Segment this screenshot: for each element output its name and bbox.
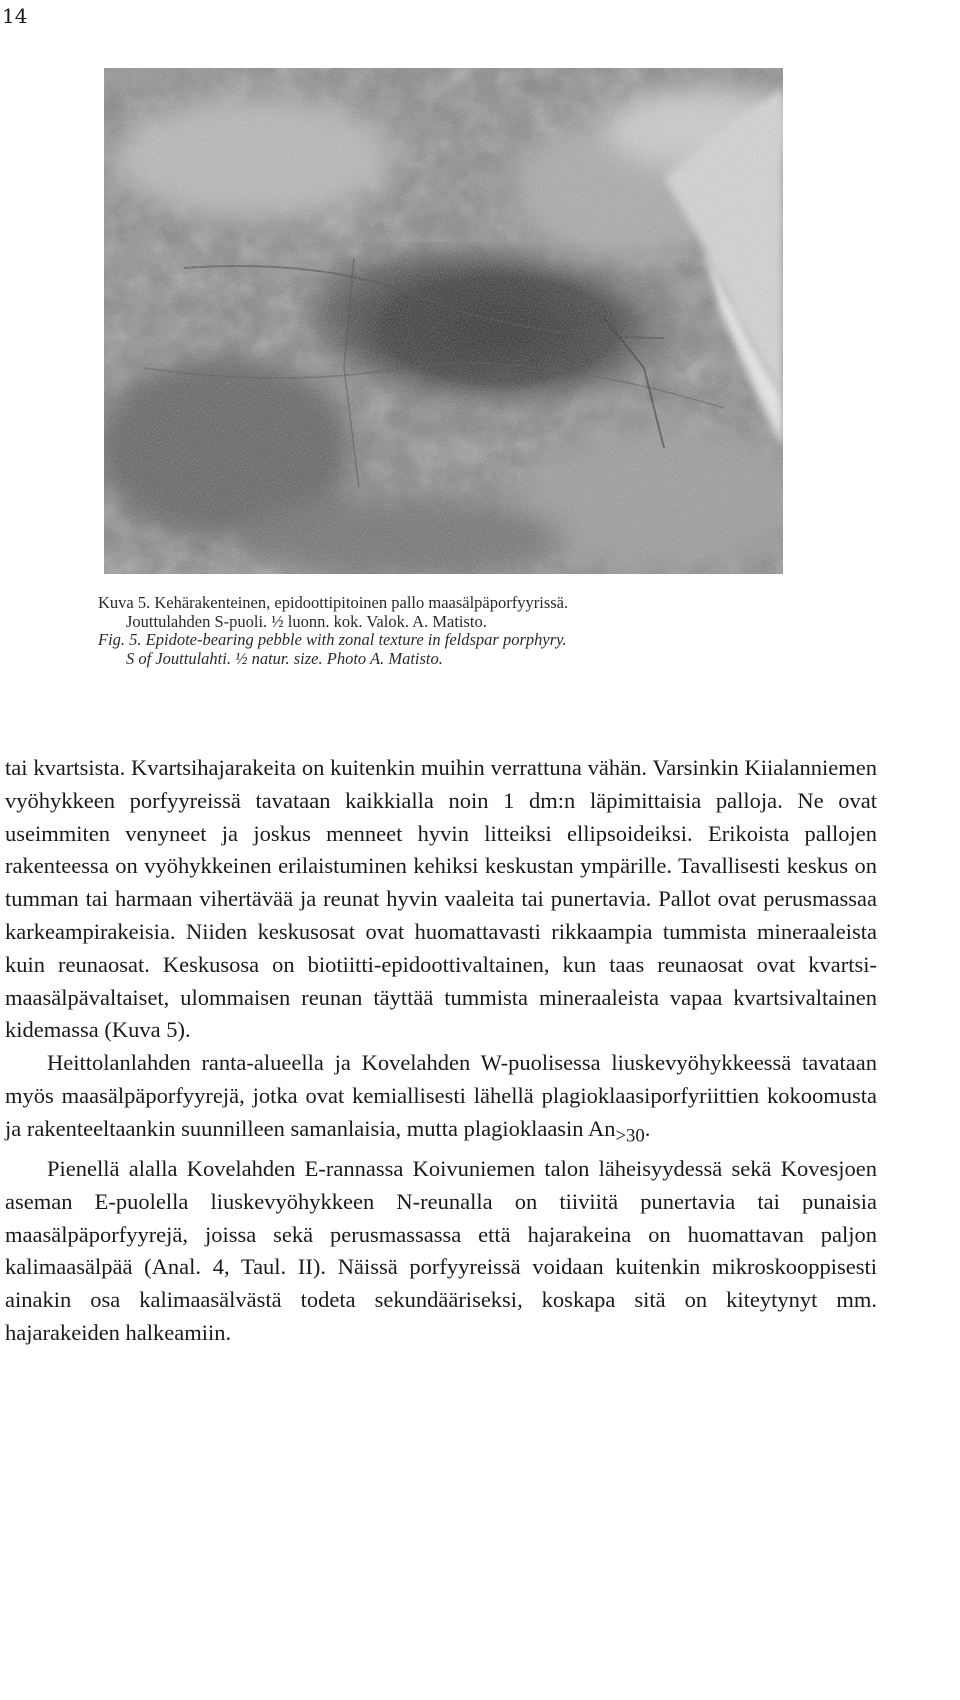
caption-english-line-1: Fig. 5. Epidote-bearing pebble with zonal texture in feldspar porphyry. xyxy=(98,630,567,649)
caption-finnish-line-1: Kuva 5. Kehärakenteinen, epidoottipitoinen pallo maasälpäporfyyrissä. xyxy=(98,593,569,612)
paragraph-1: tai kvartsista. Kvartsihajarakeita on kuitenkin muihin verrattuna vähän. Varsinkin Kiialanniemen vyöhykkeen porfyyreissä tavataan kaikkialla noin 1 dm:n läpimittaisia palloja. Ne ovat useimmiten venyneet ja joskus menneet hyvin litteiksi ellipsoideiksi. Erikoista pallojen rakenteessa on vyöhykkeinen erilaistuminen kehiksi keskustan ympärille. Tavallisesti keskus on tumman tai harmaan vihertävää ja reunat hyvin vaaleita tai punertavia. Pallot ovat perusmassaa karkeampirakeisia. Niiden keskusosat ovat huomattavasti rikkaampia tummista mineraaleista kuin reunaosat. Keskusosa on biotiitti-epidoottivaltainen, kun taas reunaosat ovat kvartsi-maasälpävaltaiset, ulommaisen reunan täyttää tummista mineraaleista vapaa kvartsivaltainen kidemassa (Kuva 5). xyxy=(5,755,877,1043)
paragraph-2-text: Heittolanlahden ranta-alueella ja Kovelahden W-puolisessa liuskevyöhykkeessä tavataan myös maasälpäporfyyrejä, jotka ovat kemiallisesti lähellä plagioklaasiporfyriittien kokoomusta ja rakenteeltaankin suunnilleen samanlaisia, mutta plagioklaasin An xyxy=(5,1050,877,1141)
figure-caption xyxy=(98,594,858,668)
caption-finnish-line-2: Jouttulahden S-puoli. ½ luonn. kok. Valok. A. Matisto. xyxy=(126,611,487,631)
rock-photograph xyxy=(104,68,783,574)
page-number: 14 xyxy=(2,4,28,28)
paragraph-2-subscript: >30 xyxy=(615,1125,645,1147)
paragraph-2 xyxy=(5,1047,877,1153)
body-text xyxy=(5,752,877,1350)
paragraph-3: Pienellä alalla Kovelahden E-rannassa Koivuniemen talon läheisyydessä sekä Kovesjoen aseman E-puolella liuskevyöhykkeen N-reunalla on tiiviitä punertavia tai punaisia maasälpäporfyyrejä, joissa sekä perusmassassa että hajarakeina on huomattavan paljon kalimaasälpää (Anal. 4, Taul. II). Näissä porfyyreissä voidaan kuitenkin mikroskooppisesti ainakin osa kalimaasälvästä todeta sekundääriseksi, koskapa sitä on kiteytynyt mm. hajarakeiden halkeamiin. xyxy=(5,1156,877,1346)
paragraph-2-end: . xyxy=(644,1115,651,1141)
caption-english-line-2: S of Jouttulahti. ½ natur. size. Photo A. Matisto. xyxy=(126,648,443,668)
